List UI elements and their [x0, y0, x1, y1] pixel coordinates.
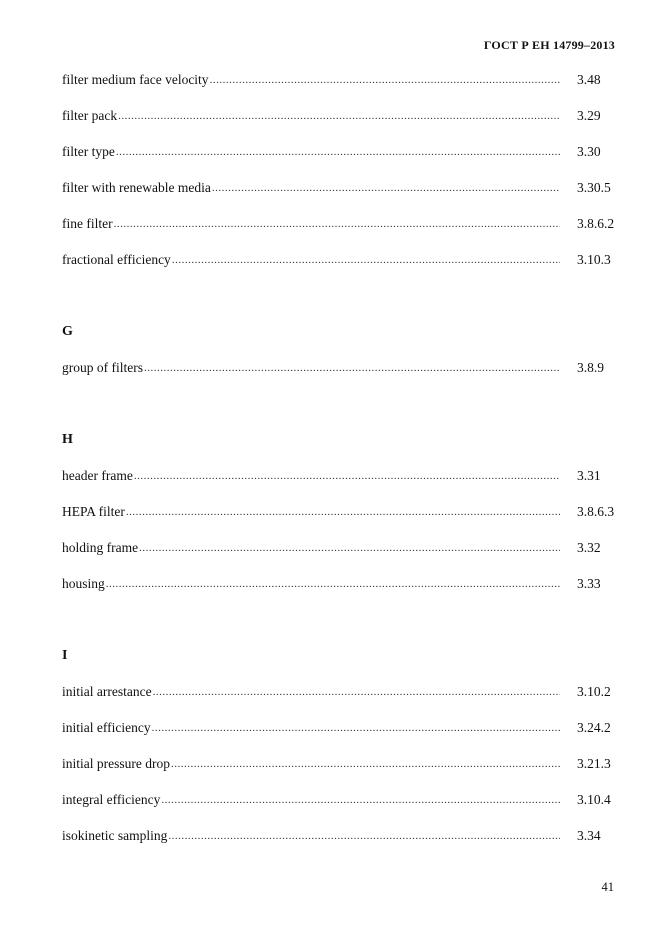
- index-section: [62, 314, 622, 386]
- dot-leader: [172, 242, 560, 278]
- index-term: group of filters: [62, 350, 144, 386]
- dot-leader: [153, 674, 560, 710]
- index-reference: 3.24.2: [577, 720, 611, 735]
- index-section: [62, 422, 622, 602]
- term-index: [62, 62, 622, 854]
- index-reference: 3.48: [577, 72, 601, 87]
- index-term: initial pressure drop: [62, 746, 171, 782]
- index-reference: 3.10.4: [577, 792, 611, 807]
- index-term: filter medium face velocity: [62, 62, 210, 98]
- index-term: filter with renewable media: [62, 170, 212, 206]
- index-term: filter type: [62, 134, 116, 170]
- index-reference: 3.21.3: [577, 756, 611, 771]
- index-term: holding frame: [62, 530, 139, 566]
- section-letter-heading: H: [62, 432, 73, 447]
- index-reference: 3.8.6.3: [577, 504, 615, 519]
- index-term: fractional efficiency: [62, 242, 172, 278]
- dot-leader: [116, 134, 560, 170]
- index-term: initial efficiency: [62, 710, 152, 746]
- index-term: filter pack: [62, 98, 118, 134]
- dot-leader: [139, 530, 560, 566]
- index-entry: [62, 458, 622, 494]
- index-entry: [62, 746, 622, 782]
- dot-leader: [118, 98, 560, 134]
- dot-leader: [212, 170, 560, 206]
- index-reference: 3.8.6.2: [577, 216, 615, 231]
- index-term: initial arrestance: [62, 674, 153, 710]
- index-term: header frame: [62, 458, 134, 494]
- section-letter-heading: G: [62, 324, 73, 339]
- dot-leader: [144, 350, 560, 386]
- index-reference: 3.8.9: [577, 360, 604, 375]
- index-term: fine filter: [62, 206, 114, 242]
- index-reference: 3.34: [577, 828, 601, 843]
- index-reference: 3.29: [577, 108, 601, 123]
- dot-leader: [106, 566, 560, 602]
- index-entry: [62, 350, 622, 386]
- index-entry: [62, 98, 622, 134]
- index-entry: [62, 566, 622, 602]
- index-entry: [62, 494, 622, 530]
- dot-leader: [171, 746, 560, 782]
- index-entry: [62, 782, 622, 818]
- index-entry: [62, 674, 622, 710]
- index-entry: [62, 134, 622, 170]
- index-reference: 3.32: [577, 540, 601, 555]
- section-spacer: [62, 386, 622, 422]
- index-entry: [62, 242, 622, 278]
- section-spacer: [62, 278, 622, 314]
- index-reference: 3.10.3: [577, 252, 611, 267]
- index-entry: [62, 62, 622, 98]
- dot-leader: [168, 818, 560, 854]
- index-entry: [62, 710, 622, 746]
- dot-leader: [210, 62, 560, 98]
- index-section: [62, 62, 622, 278]
- index-term: integral efficiency: [62, 782, 161, 818]
- dot-leader: [161, 782, 560, 818]
- index-reference: 3.31: [577, 468, 601, 483]
- index-term: isokinetic sampling: [62, 818, 168, 854]
- dot-leader: [134, 458, 560, 494]
- index-reference: 3.33: [577, 576, 601, 591]
- dot-leader: [114, 206, 560, 242]
- document-header: ГОСТ Р ЕН 14799–2013: [483, 38, 615, 52]
- index-section: [62, 638, 622, 854]
- index-term: HEPA filter: [62, 494, 126, 530]
- index-reference: 3.30: [577, 144, 601, 159]
- section-spacer: [62, 602, 622, 638]
- index-entry: [62, 206, 622, 242]
- section-letter-heading: I: [62, 648, 68, 663]
- index-term: housing: [62, 566, 106, 602]
- index-entry: [62, 170, 622, 206]
- index-reference: 3.10.2: [577, 684, 611, 699]
- index-entry: [62, 530, 622, 566]
- dot-leader: [126, 494, 560, 530]
- index-entry: [62, 818, 622, 854]
- index-reference: 3.30.5: [577, 180, 611, 195]
- dot-leader: [152, 710, 560, 746]
- page-number: 41: [601, 880, 614, 894]
